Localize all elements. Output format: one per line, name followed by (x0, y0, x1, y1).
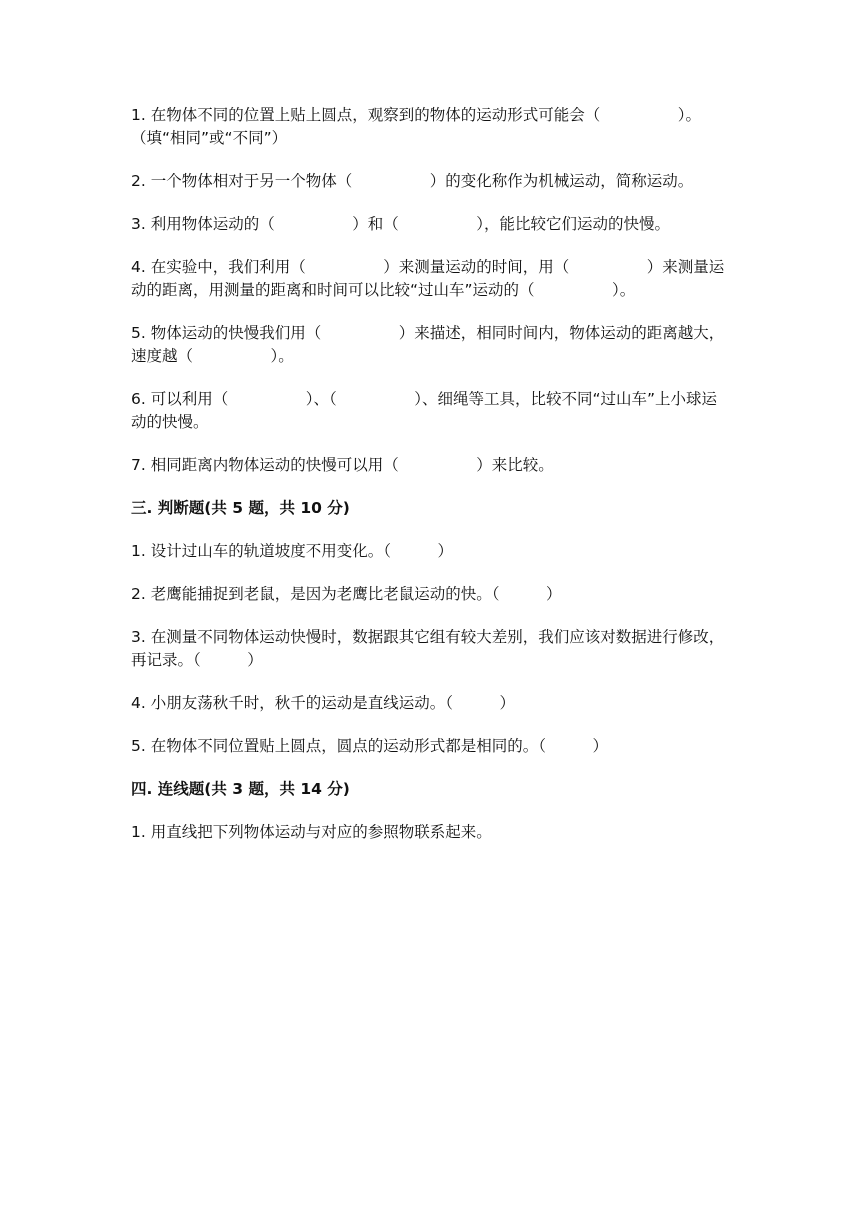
question-text: 6. 可以利用（ ）、（ ）、细绳等工具，比较不同“过山车”上小球运动的快慢。 (131, 390, 718, 431)
fill-question-2 (131, 170, 731, 193)
section-title-match (131, 778, 731, 801)
match-question-1 (131, 821, 731, 844)
judge-question-1 (131, 540, 731, 563)
judge-question-5 (131, 735, 731, 758)
fill-question-1 (131, 104, 731, 150)
fill-question-6 (131, 388, 731, 434)
question-text: 1. 设计过山车的轨道坡度不用变化。（ ） (131, 542, 453, 560)
judge-question-2 (131, 583, 731, 606)
judge-question-3 (131, 626, 731, 672)
section-heading: 三. 判断题(共 5 题，共 10 分) (131, 499, 350, 517)
section-heading: 四. 连线题(共 3 题，共 14 分) (131, 780, 350, 798)
question-text: 7. 相同距离内物体运动的快慢可以用（ ）来比较。 (131, 456, 554, 474)
question-text: 4. 在实验中，我们利用（ ）来测量运动的时间，用（ ）来测量运动的距离，用测量的距离和时间可以比较“过山车”运动的（ ）。 (131, 258, 725, 299)
judge-question-4 (131, 692, 731, 715)
section-title-judge (131, 497, 731, 520)
fill-question-3 (131, 213, 731, 236)
question-text: 1. 用直线把下列物体运动与对应的参照物联系起来。 (131, 823, 492, 841)
worksheet-page (131, 104, 731, 864)
question-text: 2. 一个物体相对于另一个物体（ ）的变化称作为机械运动，简称运动。 (131, 172, 694, 190)
fill-question-5 (131, 322, 731, 368)
question-text: 3. 利用物体运动的（ ）和（ ），能比较它们运动的快慢。 (131, 215, 670, 233)
question-text: 1. 在物体不同的位置上贴上圆点，观察到的物体的运动形式可能会（ ）。（填“相同”或“不同”） (131, 106, 701, 147)
question-text: 3. 在测量不同物体运动快慢时，数据跟其它组有较大差别，我们应该对数据进行修改，再记录。（ ） (131, 628, 725, 669)
question-text: 4. 小朋友荡秋千时，秋千的运动是直线运动。（ ） (131, 694, 515, 712)
question-text: 5. 物体运动的快慢我们用（ ）来描述，相同时间内，物体运动的距离越大，速度越（ ）。 (131, 324, 725, 365)
fill-question-7 (131, 454, 731, 477)
question-text: 5. 在物体不同位置贴上圆点，圆点的运动形式都是相同的。（ ） (131, 737, 608, 755)
fill-question-4 (131, 256, 731, 302)
question-text: 2. 老鹰能捕捉到老鼠，是因为老鹰比老鼠运动的快。（ ） (131, 585, 562, 603)
